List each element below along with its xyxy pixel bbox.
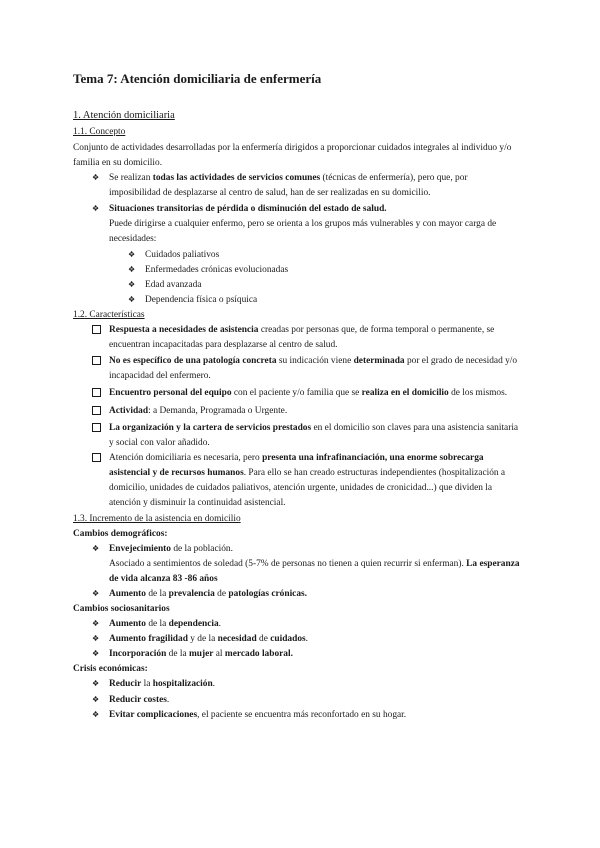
concept-text: Conjunto de actividades desarrolladas por la enfermería dirigidos a proporcionar cuidados integrales al individuo y/o bbox=[73, 143, 512, 153]
subsection-heading: 1.1. Concepto bbox=[73, 127, 126, 137]
list-item-continuation: Puede dirigirse a cualquier enfermo, pero se orienta a los grupos más vulnerables y con mayor carga de bbox=[109, 219, 497, 229]
diamond-bullet-icon: ❖ bbox=[92, 679, 100, 688]
concept-text: familia en su domicilio. bbox=[73, 158, 163, 168]
diamond-bullet-icon: ❖ bbox=[92, 649, 100, 658]
list-item: Encuentro personal del equipo con el paciente y/o familia que se realiza en el domicilio de los mismos. bbox=[109, 388, 508, 398]
checkbox-icon bbox=[92, 356, 101, 365]
diamond-bullet-icon: ❖ bbox=[92, 695, 100, 704]
list-item-continuation: Asociado a sentimientos de soledad (5-7% de personas no tienen a quien recurrir si enferman). La esperanza bbox=[109, 559, 520, 569]
list-item-continuation: asistencial y de recursos humanos. Para ello se han creado estructuras independientes (hospitalización a bbox=[109, 468, 506, 478]
diamond-bullet-icon: ❖ bbox=[92, 710, 100, 719]
diamond-bullet-icon: ❖ bbox=[92, 619, 100, 628]
list-item-continuation: de vida alcanza 83 -86 años bbox=[109, 574, 218, 584]
checkbox-icon bbox=[92, 453, 101, 462]
list-item: Actividad: a Demanda, Programada o Urgente. bbox=[109, 406, 288, 416]
page-title: Tema 7: Atención domiciliaria de enfermería bbox=[73, 71, 322, 86]
diamond-bullet-icon: ❖ bbox=[92, 173, 100, 182]
list-item: Se realizan todas las actividades de servicios comunes (técnicas de enfermería), pero que, por bbox=[109, 173, 468, 183]
group-heading: Cambios sociosanitarios bbox=[73, 604, 170, 614]
list-item: Respuesta a necesidades de asistencia creadas por personas que, de forma temporal o permanente, se bbox=[109, 325, 495, 335]
subsection-heading: 1.3. Incremento de la asistencia en domicilio bbox=[73, 514, 241, 524]
subsection-heading: 1.2. Características bbox=[73, 310, 145, 320]
diamond-bullet-icon: ❖ bbox=[128, 295, 136, 304]
diamond-bullet-icon: ❖ bbox=[128, 250, 136, 259]
list-item-continuation: domicilio, unidades de cuidados paliativos, atención urgente, unidades de cronicidad...) que dividen la bbox=[109, 483, 493, 493]
sub-list-item: Enfermedades crónicas evolucionadas bbox=[145, 265, 289, 275]
sub-list-item: Dependencia física o psíquica bbox=[145, 295, 258, 305]
list-item: Aumento de la dependencia. bbox=[109, 619, 221, 629]
list-item-continuation: y social con valor añadido. bbox=[109, 438, 210, 448]
list-item: Incorporación de la mujer al mercado laboral. bbox=[109, 649, 293, 659]
list-item-continuation: imposibilidad de desplazarse al centro de salud, han de ser realizadas en su domicilio. bbox=[109, 188, 431, 198]
list-item-continuation: necesidades: bbox=[109, 234, 157, 244]
checkbox-icon bbox=[92, 423, 101, 432]
sub-list-item: Cuidados paliativos bbox=[145, 250, 220, 260]
list-item-continuation: incapacidad del enfermero. bbox=[109, 371, 211, 381]
list-item: Atención domiciliaria es necesaria, pero presenta una infrafinanciación, una enorme sobrecarga bbox=[109, 453, 484, 463]
diamond-bullet-icon: ❖ bbox=[128, 265, 136, 274]
list-item-continuation: atención y disminuir la continuidad asistencial. bbox=[109, 498, 286, 508]
section-heading: 1. Atención domiciliaria bbox=[73, 110, 175, 121]
list-item: Evitar complicaciones, el paciente se encuentra más reconfortado en su hogar. bbox=[109, 710, 407, 720]
diamond-bullet-icon: ❖ bbox=[92, 634, 100, 643]
list-item-continuation: encuentran incapacitadas para desplazarse al centro de salud. bbox=[109, 340, 338, 350]
checkbox-icon bbox=[92, 325, 101, 334]
list-item: La organización y la cartera de servicios prestados en el domicilio son claves para una asistencia sanitaria bbox=[109, 423, 519, 433]
checkbox-icon bbox=[92, 406, 101, 415]
list-item: No es específico de una patología concreta su indicación viene determinada por el grado de necesidad y/o bbox=[109, 356, 518, 366]
list-item: Envejecimiento de la población. bbox=[109, 544, 233, 554]
group-heading: Cambios demográficos: bbox=[73, 529, 168, 539]
list-item: Aumento fragilidad y de la necesidad de cuidados. bbox=[109, 634, 309, 644]
checkbox-icon bbox=[92, 388, 101, 397]
diamond-bullet-icon: ❖ bbox=[92, 589, 100, 598]
diamond-bullet-icon: ❖ bbox=[92, 544, 100, 553]
diamond-bullet-icon: ❖ bbox=[128, 280, 136, 289]
list-item: Situaciones transitorias de pérdida o disminución del estado de salud. bbox=[109, 204, 387, 214]
list-item: Reducir la hospitalización. bbox=[109, 679, 216, 689]
sub-list-item: Edad avanzada bbox=[145, 280, 202, 290]
list-item: Reducir costes. bbox=[109, 695, 170, 705]
diamond-bullet-icon: ❖ bbox=[92, 204, 100, 213]
list-item: Aumento de la prevalencia de patologías crónicas. bbox=[109, 589, 308, 599]
group-heading: Crisis económicas: bbox=[73, 664, 148, 674]
